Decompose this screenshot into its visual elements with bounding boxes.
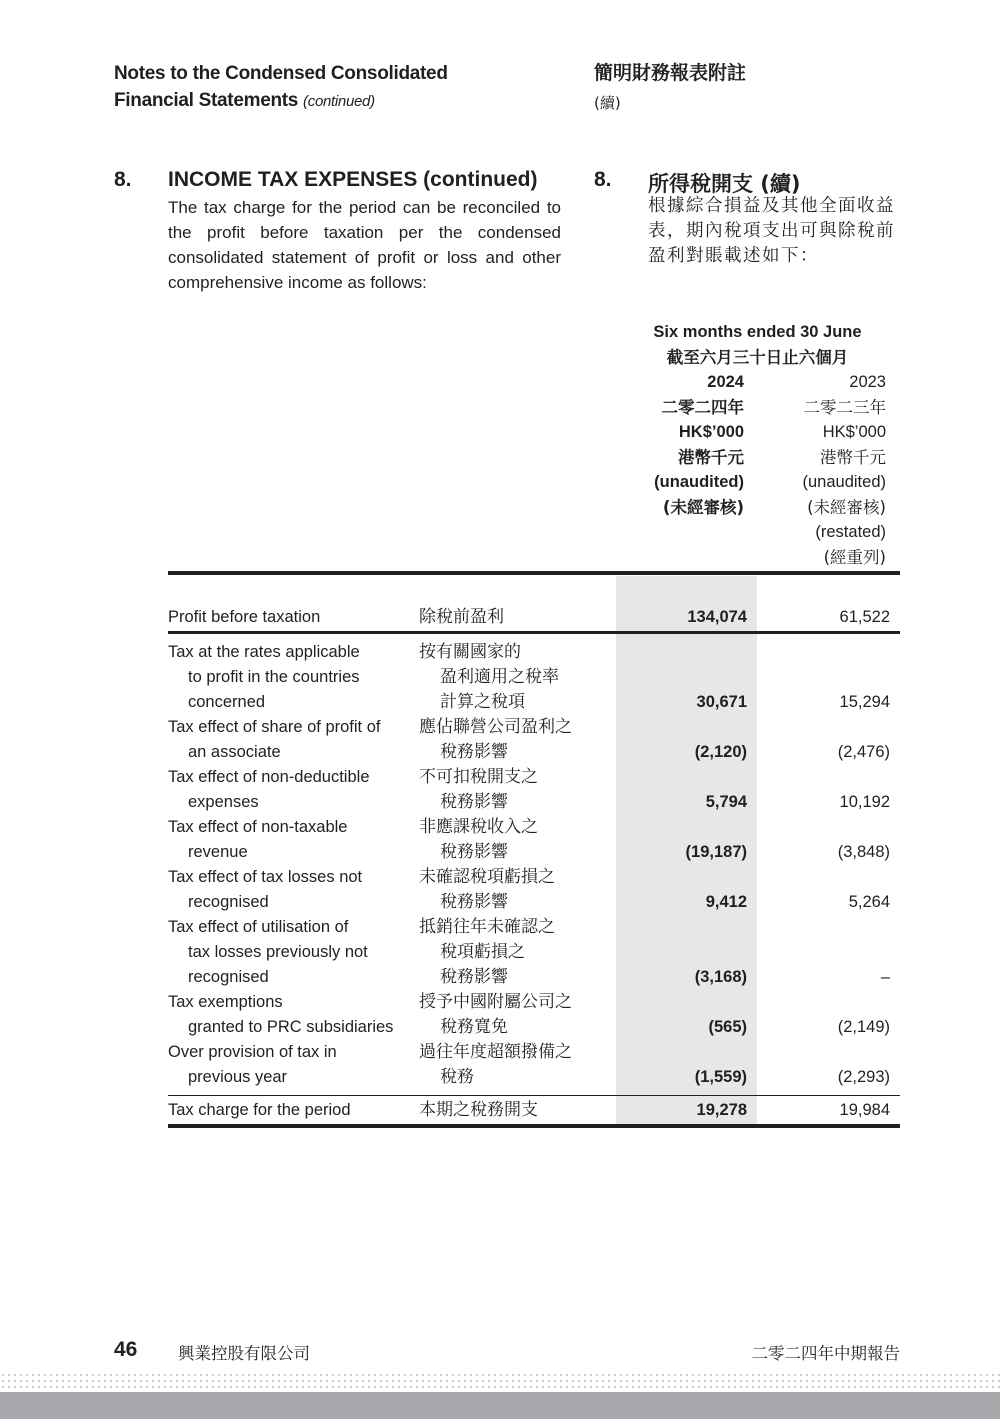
- col-current-audit: (unaudited): [654, 473, 744, 491]
- col-current-unit: HK$’000: [678, 423, 744, 441]
- col-prior-audit-zh: (未經審核): [807, 498, 886, 517]
- footer-band: [0, 1392, 1000, 1419]
- col-current-year: 2024: [707, 373, 744, 391]
- row-label-zh: 稅務影響: [440, 967, 508, 987]
- footer-dot-pattern: [0, 1372, 1000, 1392]
- row-label-en: Profit before taxation: [168, 608, 321, 626]
- row-label-zh: 稅務寬免: [440, 1017, 508, 1037]
- row-label-zh: 不可扣稅開支之: [419, 767, 538, 787]
- row-value-current: 5,794: [705, 793, 747, 811]
- col-prior-unit: HK$’000: [822, 423, 886, 441]
- row-label-en: Tax effect of utilisation of: [168, 918, 349, 936]
- row-label-en: previous year: [188, 1068, 288, 1086]
- row-label-zh: 稅務影響: [440, 892, 508, 912]
- header-title-zh: [594, 58, 746, 118]
- row-label-en: tax losses previously not: [188, 943, 368, 961]
- row-label-zh: 除稅前盈利: [419, 607, 504, 627]
- row-value-current: (1,559): [694, 1068, 747, 1086]
- row-label-zh: 非應課稅收入之: [419, 817, 538, 837]
- row-value-prior: 15,294: [839, 693, 890, 711]
- col-prior-year: 2023: [849, 373, 886, 391]
- row-label-zh: 計算之稅項: [440, 692, 525, 712]
- row-value-prior: –: [880, 968, 890, 986]
- row-label-en: recognised: [188, 968, 269, 986]
- row-label-zh: 過往年度超額撥備之: [419, 1042, 572, 1062]
- row-label-en: Tax effect of non-taxable: [168, 818, 348, 836]
- row-label-en: Tax exemptions: [168, 993, 283, 1011]
- row-label-en: expenses: [188, 793, 259, 811]
- row-label-zh: 稅項虧損之: [440, 942, 525, 962]
- profit-row-rule: [168, 631, 900, 634]
- period-heading-zh: 截至六月三十日止六個月: [666, 348, 849, 367]
- row-label-en: granted to PRC subsidiaries: [188, 1018, 394, 1036]
- row-label-en: Tax effect of tax losses not: [168, 868, 363, 886]
- row-label-en: Tax effect of share of profit of: [168, 718, 381, 736]
- row-label-en: revenue: [188, 843, 248, 861]
- row-label-zh: 授予中國附屬公司之: [419, 992, 572, 1012]
- row-value-current: (19,187): [685, 843, 747, 861]
- col-current-year-zh: 二零二四年: [661, 398, 744, 417]
- row-value-prior: (2,476): [837, 743, 890, 761]
- col-prior-year-zh: 二零二三年: [803, 398, 886, 417]
- section-title-en: INCOME TAX EXPENSES (continued): [168, 168, 538, 191]
- header-title-zh-text: 簡明財務報表附註: [594, 62, 747, 84]
- header-continued-en: (continued): [303, 93, 375, 110]
- header-continued-zh: (續): [594, 94, 621, 112]
- row-value-prior: 5,264: [848, 893, 890, 911]
- row-value-current: 9,412: [705, 893, 747, 911]
- page-number: 46: [114, 1338, 138, 1361]
- row-label-en: Tax charge for the period: [168, 1101, 351, 1119]
- row-label-en: recognised: [188, 893, 269, 911]
- row-label-zh: 稅務影響: [440, 842, 508, 862]
- row-value-prior: 10,192: [839, 793, 890, 811]
- footer-report-name: 二零二四年中期報告: [751, 1344, 900, 1363]
- row-value-prior: 19,984: [839, 1101, 890, 1119]
- table-bottom-rule: [168, 1124, 900, 1128]
- row-value-prior: (2,293): [837, 1068, 890, 1086]
- row-value-current: (565): [708, 1018, 747, 1036]
- col-current-audit-zh: (未經審核): [662, 498, 744, 517]
- period-heading-en: Six months ended 30 June: [653, 323, 862, 341]
- table-top-rule: [168, 571, 900, 575]
- row-label-en: Over provision of tax in: [168, 1043, 337, 1061]
- row-value-current: (2,120): [694, 743, 747, 761]
- intro-paragraph-zh: 根據綜合損益及其他全面收益表，期內稅項支出可與除稅前盈利對賬載述如下：: [648, 196, 895, 266]
- intro-paragraph-en: The tax charge for the period can be reconciled to the profit before taxation per the condensed consolidated statement of profit or loss and other comprehensive income as follows:: [168, 198, 561, 292]
- header-title-en-line1: Notes to the Condensed Consolidated: [114, 63, 448, 84]
- row-label-zh: 盈利適用之稅率: [440, 667, 559, 687]
- col-prior-audit: (unaudited): [802, 473, 886, 491]
- col-prior-unit-zh: 港幣千元: [820, 448, 886, 467]
- section-title-zh: 所得稅開支 (續): [648, 172, 801, 196]
- row-value-current: 19,278: [696, 1101, 747, 1119]
- row-value-prior: (3,848): [837, 843, 890, 861]
- col-prior-restated: (restated): [815, 523, 886, 541]
- section-number-zh: 8.: [594, 168, 612, 191]
- row-value-current: 30,671: [696, 693, 747, 711]
- row-label-zh: 未確認稅項虧損之: [419, 867, 555, 887]
- row-label-zh: 抵銷往年未確認之: [419, 917, 555, 937]
- section-number-en: 8.: [114, 168, 132, 191]
- row-label-zh: 稅務影響: [440, 742, 508, 762]
- row-label-zh: 稅務: [440, 1067, 474, 1087]
- header-title-en: [114, 60, 448, 115]
- total-row-top-rule: [168, 1095, 900, 1096]
- row-label-en: concerned: [188, 693, 266, 711]
- row-value-prior: (2,149): [837, 1018, 890, 1036]
- footer-company-name: 興業控股有限公司: [178, 1344, 310, 1363]
- row-label-zh: 本期之稅務開支: [419, 1100, 538, 1120]
- row-value-prior: 61,522: [839, 608, 890, 626]
- row-value-current: 134,074: [687, 608, 747, 626]
- row-label-en: to profit in the countries: [188, 668, 360, 686]
- row-label-en: Tax effect of non-deductible: [168, 768, 370, 786]
- row-value-current: (3,168): [694, 968, 747, 986]
- row-label-zh: 稅務影響: [440, 792, 508, 812]
- col-current-unit-zh: 港幣千元: [678, 448, 744, 467]
- row-label-zh: 應佔聯營公司盈利之: [419, 717, 572, 737]
- row-label-en: Tax at the rates applicable: [168, 643, 360, 661]
- header-title-en-line2: Financial Statements: [114, 90, 299, 111]
- col-prior-restated-zh: (經重列): [823, 548, 886, 567]
- row-label-zh: 按有關國家的: [419, 642, 521, 662]
- row-label-en: an associate: [188, 743, 281, 761]
